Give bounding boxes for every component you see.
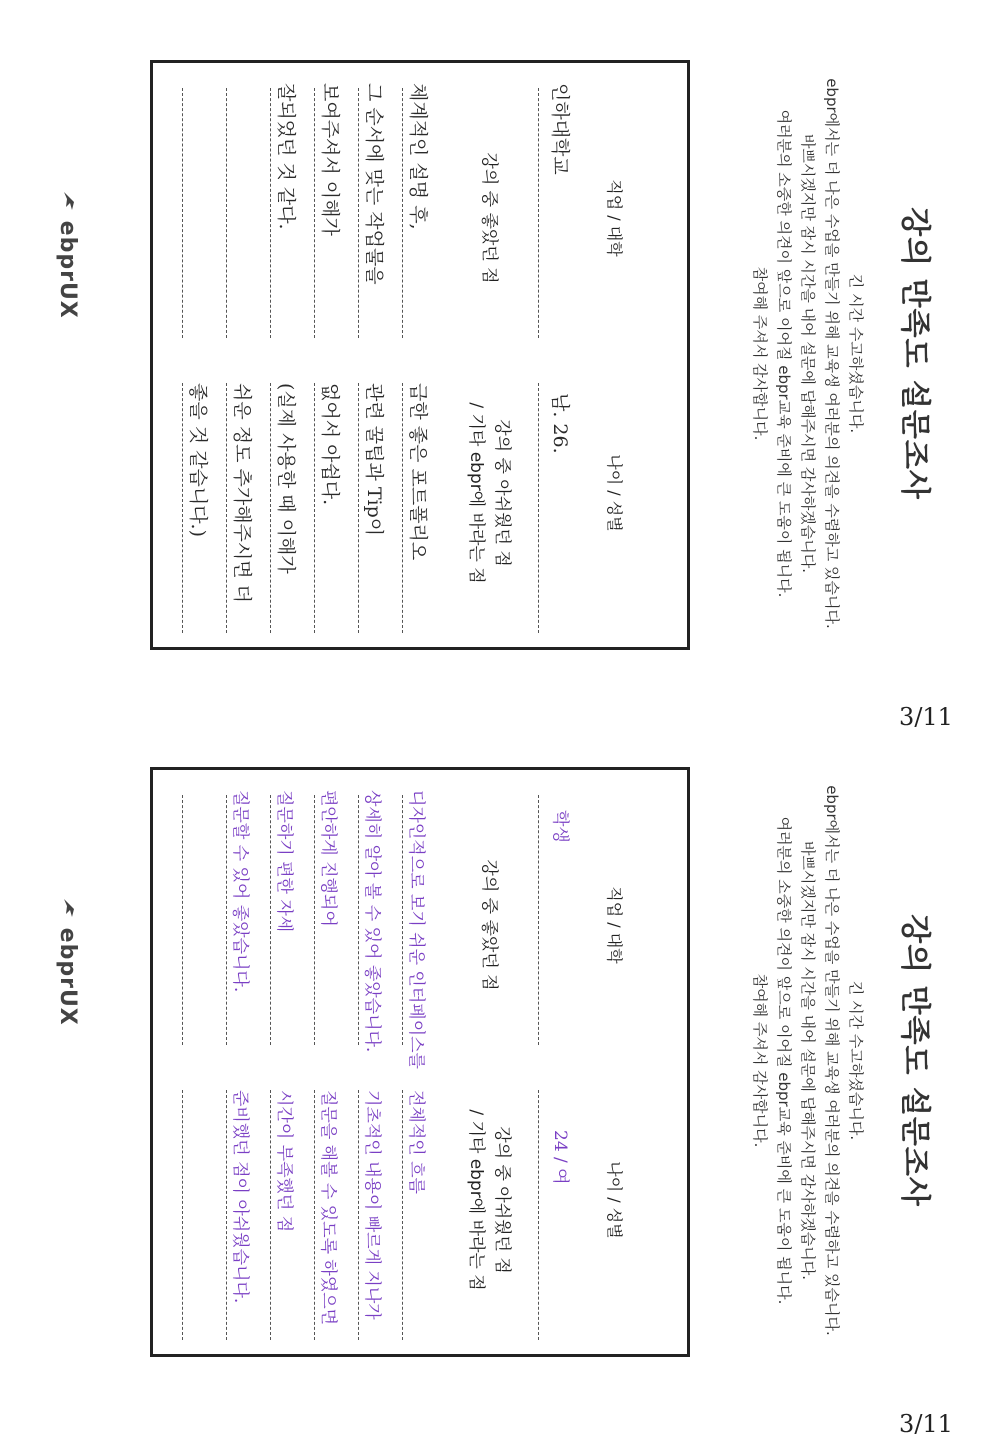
regret-answer-line: 없어서 아쉽다. (319, 383, 341, 506)
survey-title: 강의 만족도 설문조사 (897, 914, 932, 1207)
dashed-line (314, 1090, 315, 1340)
job-label: 직업 / 대학 (605, 886, 624, 964)
dashed-line (402, 795, 403, 1045)
regret-label-line: / 기타 ebpr에 바라는 점 (466, 402, 486, 584)
regret-points-label (463, 363, 515, 623)
dashed-line (270, 88, 271, 338)
survey-title: 강의 만족도 설문조사 (897, 207, 932, 500)
regret-label-line: 강의 중 아쉬웠던 점 (492, 419, 512, 567)
intro-line: ebpr에서는 더 나은 수업을 만들기 위해 교육생 여러분의 의견을 수렴하고 있습니다. (823, 78, 841, 629)
regret-answer-line: 시간이 부족했던 점 (274, 1090, 294, 1233)
regret-answer-line: 관련 꿀팁과 Tip이 (363, 383, 385, 537)
regret-answer-line: 준비했던 점이 아쉬웠습니다. (230, 1090, 250, 1304)
intro-line: 여러분의 소중한 의견이 앞으로 이어질 ebpr교육 준비에 큰 도움이 됩니다. (775, 816, 793, 1305)
survey-form-box (150, 60, 690, 650)
good-answer-line: 질문하기 편한 자세 (274, 790, 294, 933)
dashed-line (182, 795, 183, 1045)
dashed-line (226, 1090, 227, 1340)
intro-line: 여러분의 소중한 의견이 앞으로 이어질 ebpr교육 준비에 큰 도움이 됩니다. (775, 109, 793, 598)
intro-line: ebpr에서는 더 나은 수업을 만들기 위해 교육생 여러분의 의견을 수렴하고 있습니다. (823, 785, 841, 1336)
age-gender-label: 나이 / 성별 (605, 454, 624, 532)
intro-line: 바쁘시겠지만 잠시 시간을 내어 설문에 답해주시면 감사하겠습니다. (799, 133, 817, 574)
logo-text: ebprUX (55, 927, 80, 1026)
dashed-line (314, 383, 315, 633)
ebprux-logo (55, 897, 80, 1026)
dashed-line (182, 383, 183, 633)
job-answer: 학생 (550, 810, 570, 843)
bird-icon (56, 190, 78, 212)
good-answer-line: 보여주셔서 이해가 (319, 83, 341, 236)
regret-answer-line: 질문을 해볼 수 있도록 하였으면 (318, 1090, 338, 1326)
survey-intro (748, 30, 868, 677)
dashed-line (226, 88, 227, 338)
dashed-line (538, 383, 539, 633)
dashed-line (182, 1090, 183, 1340)
dashed-line (402, 383, 403, 633)
job-answer: 인하대학교 (549, 83, 571, 175)
dashed-line (226, 795, 227, 1045)
good-answer-line: 상세히 알아 볼 수 있어 좋았습니다. (362, 790, 382, 1053)
dashed-line (314, 795, 315, 1045)
age-gender-answer: 24 / 여 (550, 1130, 570, 1185)
regret-answer-line: 전체적인 흐름 (406, 1090, 426, 1194)
regret-answer-line: 급한 좋은 포트폴리오 (407, 383, 429, 561)
good-points-label: 강의 중 좋았던 점 (479, 152, 499, 284)
regret-answer-line: 기초적인 내용이 빠르게 지나가 (362, 1090, 382, 1320)
dashed-line (270, 795, 271, 1045)
regret-answer-line: (실제 사용한 때 이해가 (275, 383, 297, 574)
logo-text: ebprUX (55, 220, 80, 319)
dashed-line (358, 1090, 359, 1340)
age-gender-label: 나이 / 성별 (605, 1161, 624, 1239)
dashed-line (538, 88, 539, 338)
good-answer-line: 체계적인 설명 후, (407, 83, 429, 230)
regret-label-line: / 기타 ebpr에 바라는 점 (466, 1109, 486, 1291)
dashed-line (226, 383, 227, 633)
dashed-line (538, 795, 539, 1045)
survey-sheet-2 (0, 707, 1000, 1438)
good-answer-line: 디자인적으로 보기 쉬운 인터페이스를 (406, 790, 426, 1069)
bird-icon (56, 897, 78, 919)
regret-label-line: 강의 중 아쉬웠던 점 (492, 1126, 512, 1274)
dashed-line (270, 1090, 271, 1340)
intro-line: 긴 시간 수고하셨습니다. (847, 980, 865, 1141)
dashed-line (182, 88, 183, 338)
dashed-line (402, 1090, 403, 1340)
survey-intro (748, 737, 868, 1384)
ebprux-logo (55, 190, 80, 319)
dashed-line (314, 88, 315, 338)
intro-line: 긴 시간 수고하셨습니다. (847, 273, 865, 434)
job-label: 직업 / 대학 (605, 179, 624, 257)
dashed-line (270, 383, 271, 633)
page-mark: 3/11 (899, 1409, 953, 1438)
good-answer-line: 편안하게 진행되어 (318, 790, 338, 927)
regret-answer-line: 쉬운 정도 추가해주시면 더 (231, 383, 253, 604)
good-points-label: 강의 중 좋았던 점 (479, 859, 499, 991)
dashed-line (358, 88, 359, 338)
intro-line: 바쁘시겠지만 잠시 시간을 내어 설문에 답해주시면 감사하겠습니다. (799, 840, 817, 1281)
age-gender-answer: 남. 26. (549, 393, 571, 454)
dashed-line (538, 1090, 539, 1340)
page-mark: 3/11 (899, 702, 953, 731)
good-answer-line: 질문할 수 있어 좋았습니다. (230, 790, 250, 993)
dashed-line (358, 795, 359, 1045)
survey-form-box (150, 767, 690, 1357)
dashed-line (358, 383, 359, 633)
regret-points-label (463, 1070, 515, 1330)
intro-line: 참여해 주셔서 감사합니다. (751, 266, 769, 441)
regret-answer-line: 좋을 것 같습니다.) (187, 383, 209, 538)
dashed-line (402, 88, 403, 338)
good-answer-line: 잘되었던 것 같다. (275, 83, 297, 230)
good-answer-line: 그 순서에 맞는 작업물을 (363, 83, 385, 285)
intro-line: 참여해 주셔서 감사합니다. (751, 973, 769, 1148)
